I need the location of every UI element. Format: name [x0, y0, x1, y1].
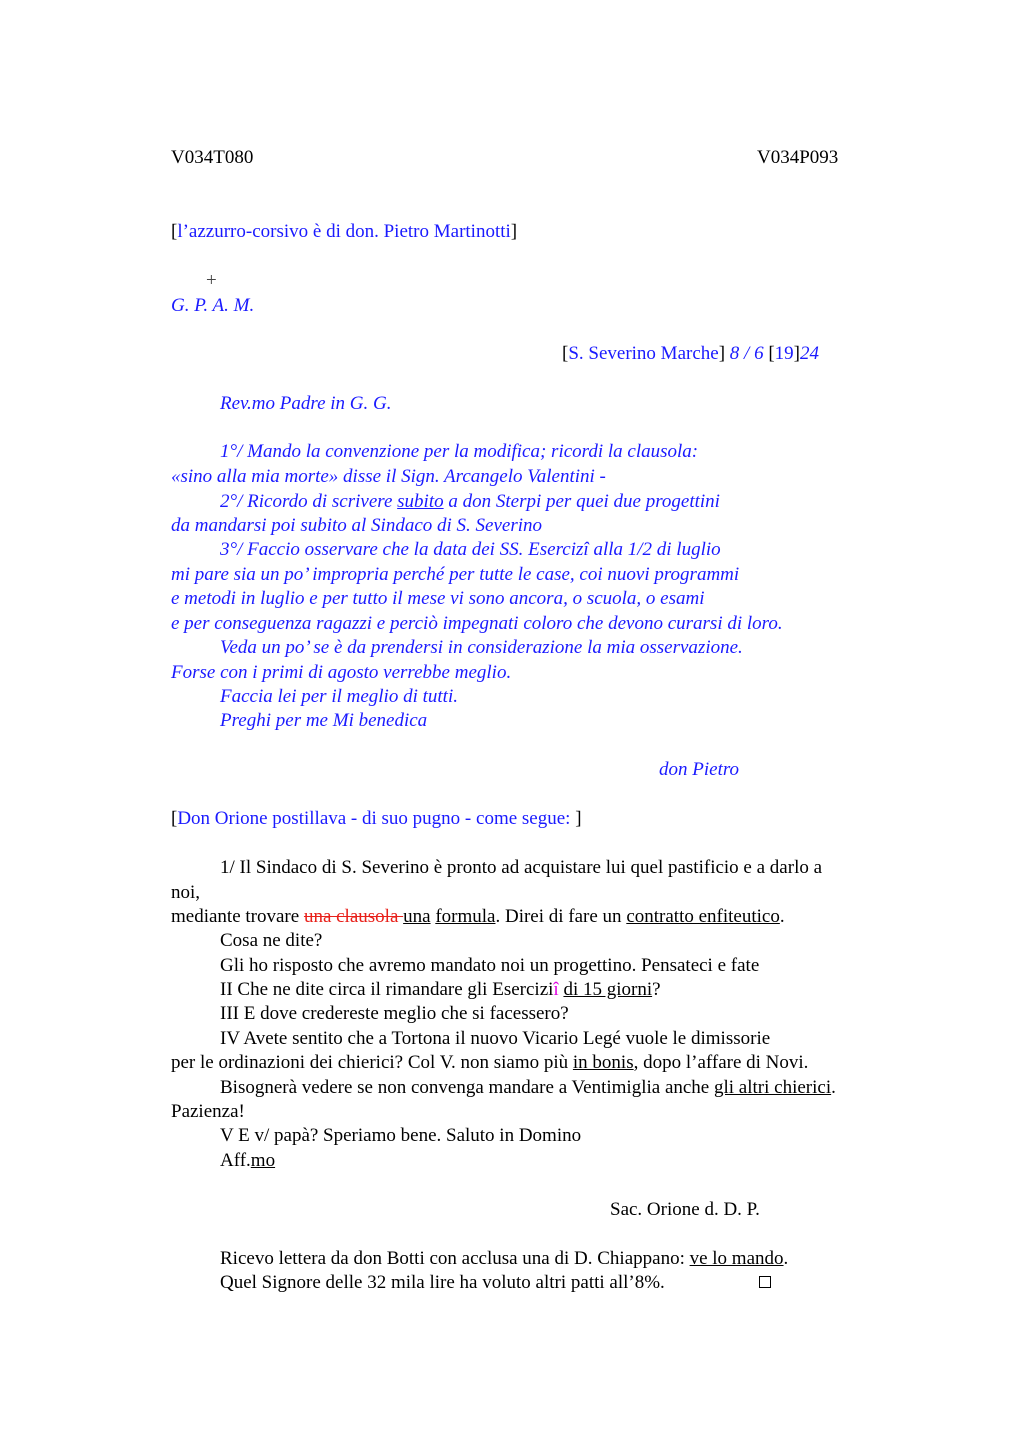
- text-segment: Ricevo lettera da don Botti con acclusa una di D. Chiappano:: [220, 1248, 690, 1269]
- bracket-close: ]: [510, 221, 518, 242]
- underlined-text: in bonis: [572, 1052, 634, 1073]
- text-segment: II Che ne dite circa il rimandare gli Esercizi: [220, 979, 554, 1000]
- bracket-open: [: [171, 808, 178, 829]
- text-segment: .: [779, 906, 785, 927]
- letter2-line: Pazienza!: [171, 1101, 245, 1122]
- postscript-line: Quel Signore delle 32 mila lire ha voluto altri patti all’8%.: [220, 1272, 665, 1293]
- text-segment: Bisognerà vedere se non convenga mandare a Ventimiglia anche: [220, 1077, 714, 1098]
- text-segment: per le ordinazioni dei chierici? Col V. non siamo più: [171, 1052, 573, 1073]
- bracket-close: ]: [793, 343, 800, 364]
- letter2-line: [171, 905, 785, 929]
- bracket-close: ]: [718, 343, 726, 364]
- letter1-line: e per conseguenza ragazzi e perciò impegnati coloro che devono curarsi di loro.: [171, 613, 783, 634]
- signature-don-pietro: don Pietro: [659, 759, 740, 780]
- postil-text: Don Orione postillava - di suo pugno - come segue:: [177, 808, 571, 829]
- text-segment: .: [831, 1077, 836, 1098]
- letter2-line: [220, 1076, 836, 1100]
- text-segment: , dopo l’affare di Novi.: [633, 1052, 809, 1073]
- accent-character: î: [553, 979, 559, 1000]
- letter1-line: e metodi in luglio e per tutto il mese vi sono ancora, o scuola, o esami: [171, 588, 705, 609]
- letter1-line: «sino alla mia morte» disse il Sign. Arcangelo Valentini -: [171, 466, 606, 487]
- letter2-line: [220, 978, 661, 1002]
- letter1-line: mi pare sia un po’ impropria perché per tutte le case, coi nuovi programmi: [171, 564, 740, 585]
- letter1-line: [220, 490, 720, 514]
- letter2-line: Cosa ne dite?: [220, 930, 323, 951]
- text-segment: ?: [652, 979, 661, 1000]
- underlined-text: una: [403, 906, 431, 927]
- text-segment: Aff.: [220, 1150, 251, 1171]
- underlined-text: subito: [397, 491, 444, 512]
- document-code-left: V034T080: [171, 147, 254, 168]
- salutation: Rev.mo Padre in G. G.: [220, 393, 392, 414]
- postil-note: [171, 807, 582, 831]
- bracket-open: [: [562, 343, 569, 364]
- place: S. Severino Marche: [568, 343, 719, 364]
- letter1-line: Forse con i primi di agosto verrebbe meglio.: [171, 662, 512, 683]
- letter1-line: Preghi per me Mi benedica: [220, 710, 428, 731]
- letter2-line: V E v/ papà? Speriamo bene. Saluto in Domino: [220, 1125, 582, 1146]
- invocation: G. P. A. M.: [171, 295, 255, 316]
- struck-text: una clausola: [303, 906, 404, 927]
- letter2-line: noi,: [171, 882, 201, 903]
- underlined-text: contratto enfiteutico: [626, 906, 780, 927]
- underlined-text: gli altri chierici: [714, 1077, 832, 1098]
- underlined-text: mo: [250, 1150, 276, 1171]
- editorial-note: [171, 220, 517, 244]
- underlined-text: di 15 giorni: [563, 979, 653, 1000]
- letter2-line: [220, 1149, 275, 1173]
- bracket-open: [: [768, 343, 775, 364]
- text-segment: . Direi di fare un: [495, 906, 627, 927]
- letter1-line: Veda un po’ se è da prendersi in considerazione la mia osservazione.: [220, 637, 743, 658]
- letter2-line: Gli ho risposto che avremo mandato noi un progettino. Pensateci e fate: [220, 955, 760, 976]
- note-text: l’azzurro-corsivo è di don. Pietro Martinotti: [177, 221, 511, 242]
- postscript-line: [220, 1247, 788, 1271]
- cross-symbol: +: [206, 270, 217, 291]
- bracket-open: [: [171, 221, 178, 242]
- date-day-month: 8 / 6: [729, 343, 764, 364]
- date-century: 19: [774, 343, 794, 364]
- end-square-icon: [759, 1276, 771, 1288]
- text-segment: mediante trovare: [171, 906, 304, 927]
- letter1-line: da mandarsi poi subito al Sindaco di S. Severino: [171, 515, 543, 536]
- underlined-text: ve lo mando: [689, 1248, 784, 1269]
- letter1-line: 1°/ Mando la convenzione per la modifica; ricordi la clausola:: [220, 441, 699, 462]
- letter2-line: III E dove credereste meglio che si facessero?: [220, 1003, 569, 1024]
- letter2-line: 1/ Il Sindaco di S. Severino è pronto ad acquistare lui quel pastificio e a darlo a: [220, 857, 823, 878]
- place-date: [562, 342, 819, 366]
- text-segment: a don Sterpi per quei due progettini: [443, 491, 720, 512]
- letter1-line: Faccia lei per il meglio di tutti.: [220, 686, 458, 707]
- letter1-line: 3°/ Faccio osservare che la data dei SS. Esercizî alla 1/2 di luglio: [220, 539, 721, 560]
- document-code-right: V034P093: [757, 147, 839, 168]
- bracket-close: ]: [570, 808, 582, 829]
- letter2-line: IV Avete sentito che a Tortona il nuovo Vicario Legé vuole le dimissorie: [220, 1028, 771, 1049]
- letter2-line: [171, 1051, 808, 1075]
- underlined-text: formula: [435, 906, 496, 927]
- date-year: 24: [799, 343, 819, 364]
- signature-sac-orione: Sac. Orione d. D. P.: [610, 1199, 760, 1220]
- text-segment: 2°/ Ricordo di scrivere: [220, 491, 398, 512]
- text-segment: .: [783, 1248, 789, 1269]
